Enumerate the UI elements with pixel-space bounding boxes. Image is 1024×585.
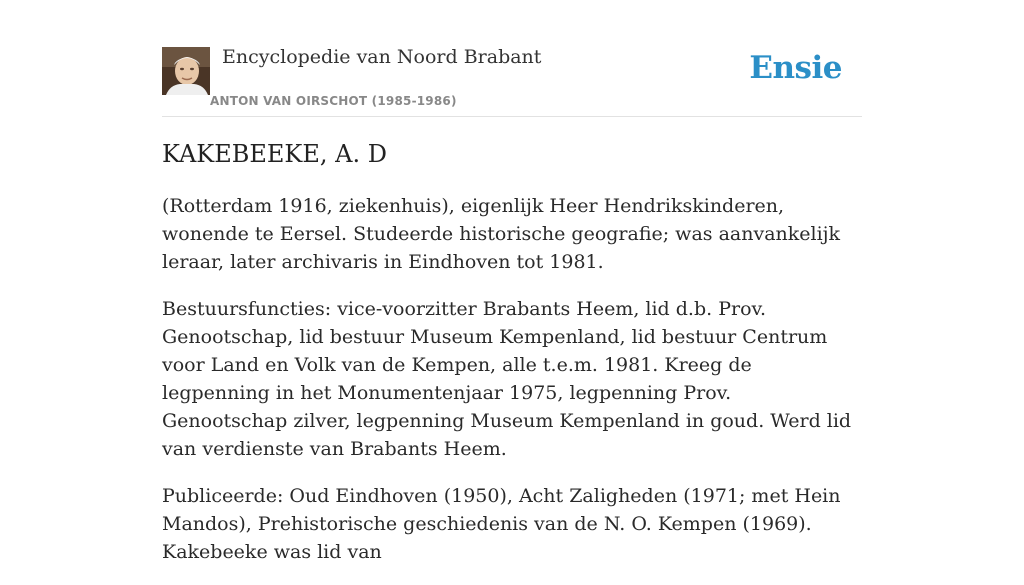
header — [162, 0, 862, 117]
avatar[interactable] — [162, 47, 210, 95]
author-portrait-icon — [162, 47, 210, 95]
entry-title: KAKEBEEKE, A. D — [162, 140, 387, 168]
book-title[interactable]: Encyclopedie van Noord Brabant — [222, 46, 542, 68]
author-name[interactable]: ANTON VAN OIRSCHOT (1985-1986) — [210, 94, 457, 108]
entry-paragraph: Bestuursfuncties: vice-voorzitter Brabants Heem, lid d.b. Prov. Genootschap, lid bestuur Museum Kempenland, lid bestuur Centrum voor Land en Volk van de Kempen, alle t.e.m. 1981. Kreeg de legpenning in het Monumentenjaar 1975, legpenning Prov. Genootschap zilver, legpenning Museum Kempenland in goud. Werd lid van verdienste van Brabants Heem. — [162, 298, 852, 460]
brand-logo[interactable]: Ensie — [749, 50, 842, 86]
entry-body — [162, 192, 862, 585]
entry-paragraph: (Rotterdam 1916, ziekenhuis), eigenlijk Heer Hendrikskinderen, wonende te Eersel. Studeerde historische geografie; was aanvankelijk leraar, later archivaris in Eindhoven tot 1981. — [162, 195, 841, 273]
entry-paragraph: Publiceerde: Oud Eindhoven (1950), Acht Zaligheden (1971; met Hein Mandos), Prehistorische geschiedenis van de N. O. Kempen (1969). Kakebeeke was lid van — [162, 485, 841, 563]
